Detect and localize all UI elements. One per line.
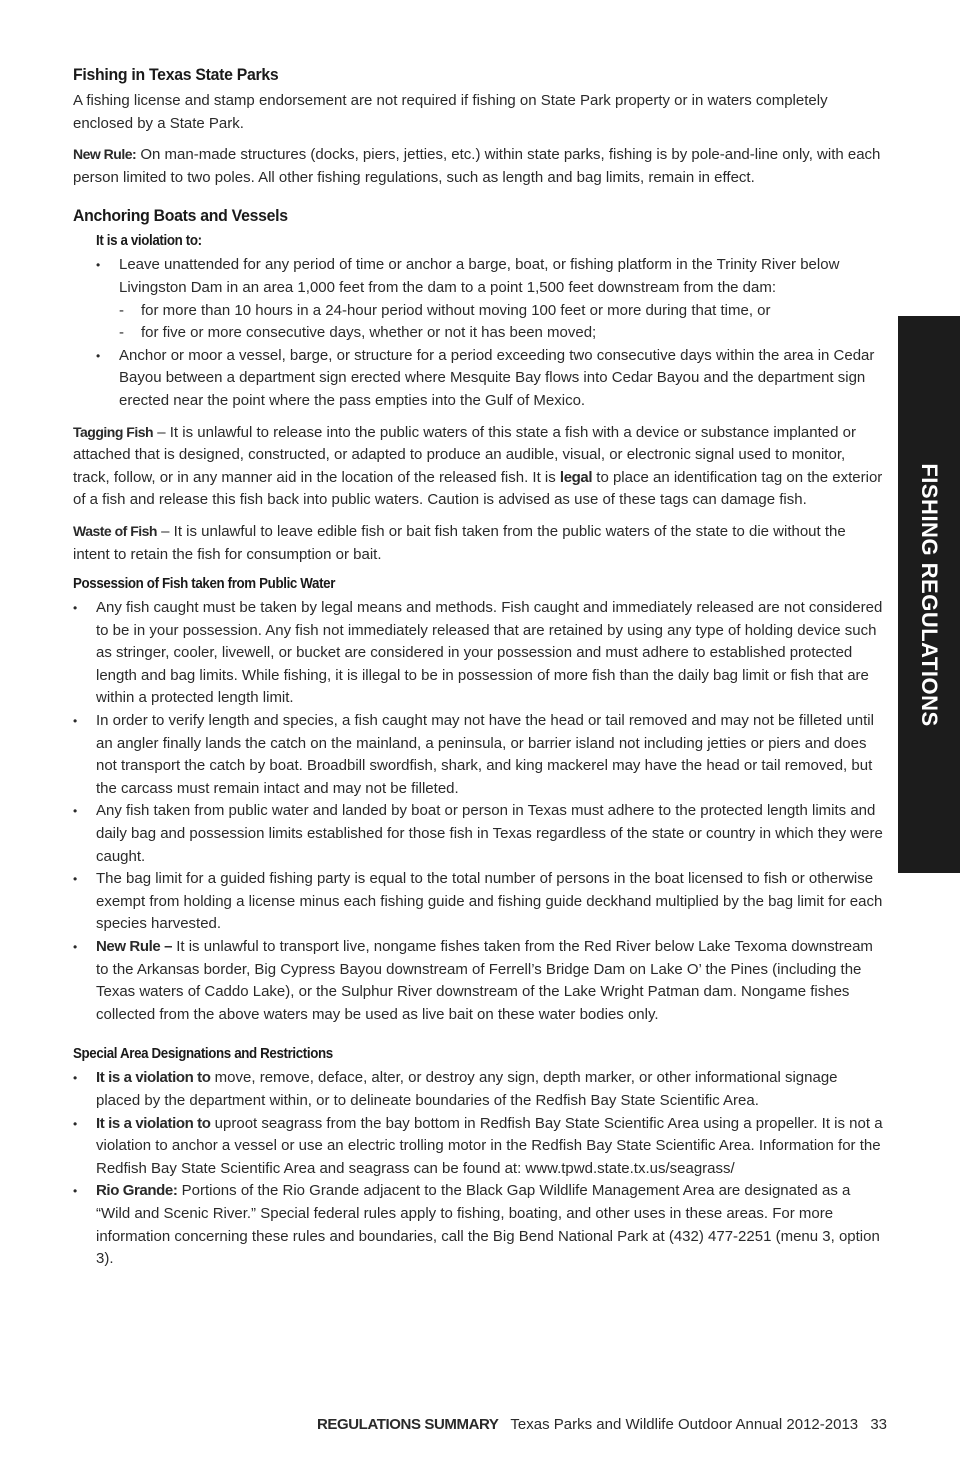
anchoring-list [96, 254, 885, 412]
possession-section [73, 574, 885, 1026]
possession-item-5-text: It is unlawful to transport live, nongame fishes taken from the Red River below Lake Texoma downstream to the Arkansas border, Big Cypress Bayou downstream of Ferrell’s Bridge Dam on Lake O’ the Pines (including the Texas waters of Caddo Lake), or the Sulphur River downstream of the Lake Wright Patman dam. Nongame fishes collected from the above waters may be used as live bait on these water bodies only. [96, 938, 873, 1023]
page-content [73, 64, 885, 1271]
special-item-3-text: Portions of the Rio Grande adjacent to the Black Gap Wildlife Management Area are designated as a “Wild and Scenic River.” Special federal rules apply to fishing, boating, and other uses in these areas. For more information concerning these rules and boundaries, call the Big Bend National Park at (432) 477-2251 (menu 3, option 3). [96, 1182, 880, 1268]
special-area-title: Special Area Designations and Restrictions [73, 1046, 333, 1063]
possession-title: Possession of Fish taken from Public Water [73, 576, 336, 593]
state-parks-new-rule [73, 143, 885, 189]
anchoring-sub-2: - for five or more consecutive days, whether or not it has been moved; [119, 322, 885, 345]
waste-label: Waste of Fish [73, 522, 157, 539]
possession-list [73, 597, 885, 1026]
special-item-1-label: It is a violation to [96, 1069, 211, 1087]
violation-heading: It is a violation to: [96, 233, 202, 250]
anchoring-item-2: • Anchor or moor a vessel, barge, or structure for a period exceeding two consecutive days within the area in Cedar Bayou between a department sign erected where Mesquite Bay flows into Cedar Bayou and the department sign erected near the point where the pass empties into the Gulf of Mexico. [96, 345, 885, 413]
anchoring-title: Anchoring Boats and Vessels [73, 206, 288, 226]
special-item-1 [73, 1067, 885, 1112]
special-item-2-text: uproot seagrass from the bay bottom in Redfish Bay State Scientific Area using a propeller. It is not a violation to anchor a vessel or use an electric trolling motor in the Redfish Bay State Scientific Area. Information for the Redfish Bay State Scientific Area and seagrass can be found at: www.tpwd.state.tx.us/seagrass/ [96, 1114, 883, 1177]
special-item-1-text: move, remove, deface, alter, or destroy any sign, depth marker, or other informational signage placed by the department within, or to delineate boundaries of the Redfish Bay State Scientific Area. [96, 1069, 838, 1109]
possession-item-3: • Any fish taken from public water and landed by boat or person in Texas must adhere to the protected length limits and daily bag and possession limits established for those fish in Texas regardless of the state or country in which they were caught. [73, 800, 885, 868]
special-item-3-label: Rio Grande: [96, 1182, 178, 1200]
state-parks-title: Fishing in Texas State Parks [73, 65, 279, 84]
list-item [96, 254, 885, 344]
possession-item-5 [73, 936, 885, 1026]
new-rule-text: On man-made structures (docks, piers, jetties, etc.) within state parks, fishing is by pole-and-line only, with each person limited to two poles. All other fishing regulations, such as length and bag limits, remain in effect. [73, 146, 881, 186]
tagging-text-a: – It is unlawful to release into the public waters of this state a fish with a device or substance implanted or attached that is designed, constructed, or adapted to produce an audible, visual, or electronic signal used to monitor, track, follow, or in any manner aid in the location of the released fish. It is [73, 423, 856, 486]
special-item-2-label: It is a violation to [96, 1114, 211, 1132]
state-parks-intro: A fishing license and stamp endorsement are not required if fishing on State Park property or in waters completely enclosed by a State Park. [73, 92, 828, 132]
tagging-label: Tagging Fish [73, 423, 154, 440]
page-number: 33 [870, 1416, 887, 1433]
side-section-tab [898, 316, 960, 873]
page-footer [317, 1416, 887, 1433]
possession-item-4: • The bag limit for a guided fishing party is equal to the total number of persons in the boat licensed to fish or otherwise exempt from holding a license minus each fishing guide and fishing guide deckhand multiplied by the bag limit for each species harvested. [73, 868, 885, 936]
waste-text: – It is unlawful to leave edible fish or bait fish taken from the public waters of the state to die without the intent to retain the fish for consumption or bait. [73, 522, 846, 563]
special-area-list [73, 1067, 885, 1270]
tagging-text-b: to place an identification tag on the exterior of a fish and release this fish back into public waters. Caution is advised as use of these tags can damage fish. [73, 468, 883, 509]
special-item-2 [73, 1113, 885, 1181]
footer-section: REGULATIONS SUMMARY [316, 1416, 499, 1433]
anchoring-item-1: Leave unattended for any period of time or anchor a barge, boat, or fishing platform in the Trinity River below Livingston Dam in an area 1,000 feet from the dam to a point 1,500 feet downstream from the dam: [119, 256, 840, 296]
possession-item-5-label: New Rule – [96, 938, 173, 955]
state-parks-section [73, 64, 885, 189]
possession-item-1: • Any fish caught must be taken by legal means and methods. Fish caught and immediately released are not considered to be in your possession. Any fish not immediately released that are retained by using any type of holding device such as stringer, cooler, livewell, or bucket are considered in your possession and must adhere to established protected length and bag limits. While fishing, it is illegal to be in possession of more fish than the daily bag limit or fish that are within a protected length limit. [73, 597, 885, 710]
anchoring-sub-1: - for more than 10 hours in a 24-hour period without moving 100 feet or more during that time, or [119, 300, 885, 323]
special-area-section [73, 1044, 885, 1270]
waste-fish-paragraph [73, 520, 885, 566]
anchoring-section [73, 205, 885, 412]
anchoring-sublist [119, 300, 885, 345]
new-rule-label: New Rule: [73, 146, 137, 163]
special-item-3 [73, 1180, 885, 1270]
possession-item-2: • In order to verify length and species, a fish caught may not have the head or tail removed and may not be filleted until an angler finally lands the catch on the mainland, a peninsula, or barrier island not including jetties or piers and does not transport the catch by boat. Broadbill swordfish, shark, and king mackerel may have the head or tail removed, but the carcass must remain intact and may not be filleted. [73, 710, 885, 800]
side-tab-label: FISHING REGULATIONS [917, 462, 942, 727]
tagging-fish-paragraph [73, 421, 885, 512]
tagging-legal: legal [559, 468, 593, 486]
footer-publication: Texas Parks and Wildlife Outdoor Annual 2012-2013 [510, 1416, 859, 1433]
